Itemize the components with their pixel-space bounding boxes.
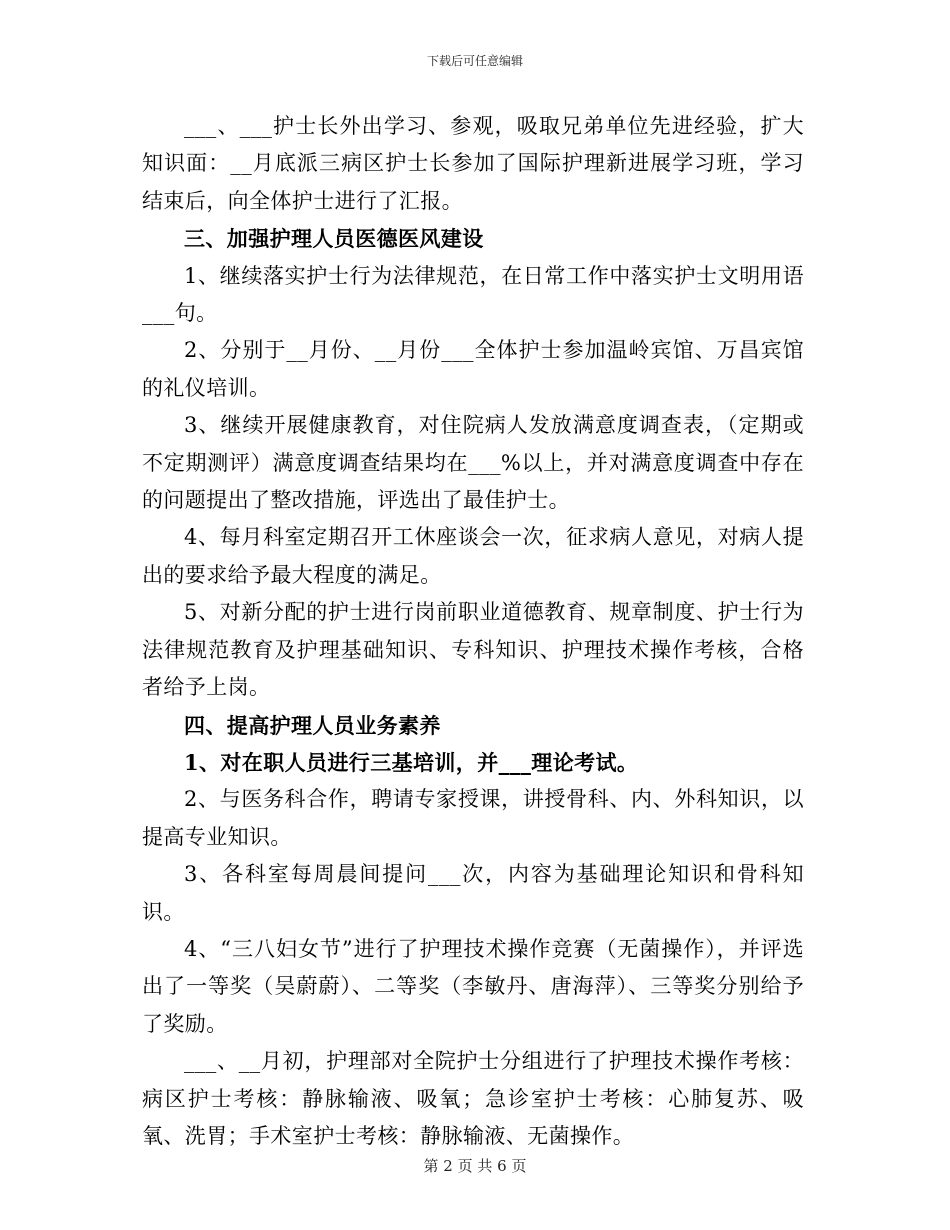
- section-heading: 四、提高护理人员业务素养: [184, 712, 441, 738]
- page-footer: 第 2 页 共 6 页: [423, 1157, 527, 1175]
- section-heading: 三、加强护理人员医德医风建设: [184, 226, 484, 252]
- paragraph: 3、继续开展健康教育，对住院病人发放满意度调查表，（定期或不定期测评）满意度调查结果均在___%以上，并对满意度调查中存在的问题提出了整改措施，评选出了最佳护士。: [142, 413, 804, 513]
- paragraph: 4、“三八妇女节”进行了护理技术操作竞赛（无菌操作），并评选出了一等奖（吴蔚蔚）、二等奖（李敏丹、唐海萍）、三等奖分别给予了奖励。: [142, 936, 804, 1036]
- paragraph: 5、对新分配的护士进行岗前职业道德教育、规章制度、护士行为法律规范教育及护理基础知识、专科知识、护理技术操作考核，合格者给予上岗。: [142, 600, 804, 700]
- paragraph: 2、与医务科合作，聘请专家授课，讲授骨科、内、外科知识，以提高专业知识。: [142, 787, 804, 849]
- bold-item: 1、对在职人员进行三基培训，并___理论考试。: [184, 749, 639, 775]
- paragraph: ___、__月初，护理部对全院护士分组进行了护理技术操作考核：病区护士考核：静脉输液、吸氧；急诊室护士考核：心肺复苏、吸氧、洗胃；手术室护士考核：静脉输液、无菌操作。: [142, 1049, 804, 1148]
- paragraph: ___、___护士长外出学习、参观，吸取兄弟单位先进经验，扩大知识面：__月底派三病区护士长参加了国际护理新进展学习班，学习结束后，向全体护士进行了汇报。: [142, 114, 804, 213]
- page-header: 下载后可任意编辑: [426, 54, 523, 68]
- paragraph: 3、各科室每周晨间提问___次，内容为基础理论知识和骨科知识。: [142, 862, 804, 924]
- document-body: [142, 108, 804, 1155]
- paragraph: 1、继续落实护士行为法律规范，在日常工作中落实护士文明用语___句。: [142, 263, 804, 326]
- paragraph: 4、每月科室定期召开工休座谈会一次，征求病人意见，对病人提出的要求给予最大程度的满足。: [142, 525, 804, 587]
- paragraph: 2、分别于__月份、__月份___全体护士参加温岭宾馆、万昌宾馆的礼仪培训。: [142, 338, 804, 400]
